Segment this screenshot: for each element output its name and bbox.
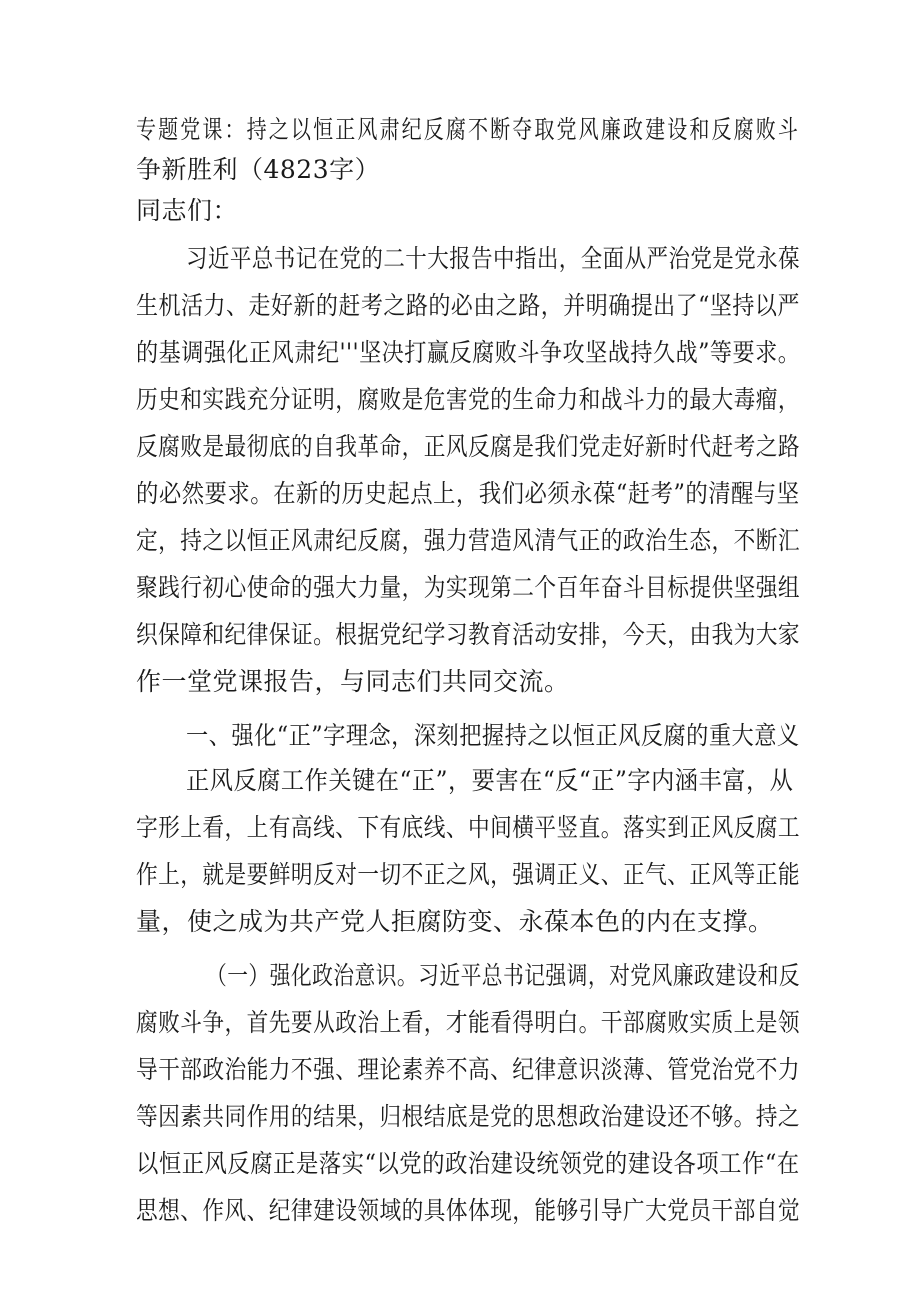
paragraph-line: 等因素共同作用的结果，归根结底是党的思想政治建设还不够。持之	[136, 1102, 801, 1131]
document-title-line: 争新胜利（4823字）	[136, 155, 381, 184]
paragraph-line: 习近平总书记在党的二十大报告中指出，全面从严治党是党永葆	[186, 244, 801, 273]
paragraph-line: 定，持之以恒正风肃纪反腐，强力营造风清气正的政治生态，不断汇	[136, 526, 801, 555]
paragraph-line: 字形上看，上有高线、下有底线、中间横平竖直。落实到正风反腐工	[136, 813, 801, 842]
paragraph-line: 作上，就是要鲜明反对一切不正之风，强调正义、正气、正风等正能	[136, 860, 801, 889]
section-heading: 一、强化“正”字理念，深刻把握持之以恒正风反腐的重大意义	[186, 721, 800, 750]
paragraph-line: 思想、作风、纪律建设领域的具体体现，能够引导广大党员干部自觉	[136, 1196, 801, 1225]
paragraph-line: 作一堂党课报告，与同志们共同交流。	[136, 667, 570, 696]
paragraph-line: 反腐败是最彻底的自我革命，正风反腐是我们党走好新时代赶考之路	[136, 432, 801, 461]
paragraph-line: 以恒正风反腐正是落实“以党的政治建设统领党的建设各项工作“在	[136, 1149, 800, 1178]
paragraph-line: 聚践行初心使命的强大力量，为实现第二个百年奋斗目标提供坚强组	[136, 573, 801, 602]
paragraph-line: 生机活力、走好新的赶考之路的必由之路，并明确提出了“坚持以严	[136, 291, 800, 320]
document-title-line: 专题党课：持之以恒正风肃纪反腐不断夺取党风廉政建设和反腐败斗	[136, 115, 801, 144]
paragraph-line: 的必然要求。在新的历史起点上，我们必须永葆“赶考”的清醒与坚	[136, 479, 800, 508]
paragraph-line: 正风反腐工作关键在“正”，要害在“反“正”字内涵丰富，从	[186, 766, 794, 795]
paragraph-line: 的基调强化正风肃纪'''坚决打赢反腐败斗争攻坚战持久战”等要求。	[136, 338, 801, 367]
paragraph-line: 历史和实践充分证明，腐败是危害党的生命力和战斗力的最大毒瘤，	[136, 385, 801, 414]
paragraph-line: 腐败斗争，首先要从政治上看，才能看得明白。干部腐败实质上是领	[136, 1008, 801, 1037]
paragraph-line: 量，使之成为共产党人拒腐防变、永葆本色的内在支撑。	[136, 907, 774, 936]
salutation: 同志们：	[136, 196, 239, 225]
paragraph-line: 织保障和纪律保证。根据党纪学习教育活动安排，今天，由我为大家	[136, 620, 801, 649]
subsection-paragraph-line: （一）强化政治意识。习近平总书记强调，对党风廉政建设和反	[206, 961, 801, 990]
paragraph-line: 导干部政治能力不强、理论素养不高、纪律意识淡薄、管党治党不力	[136, 1055, 801, 1084]
